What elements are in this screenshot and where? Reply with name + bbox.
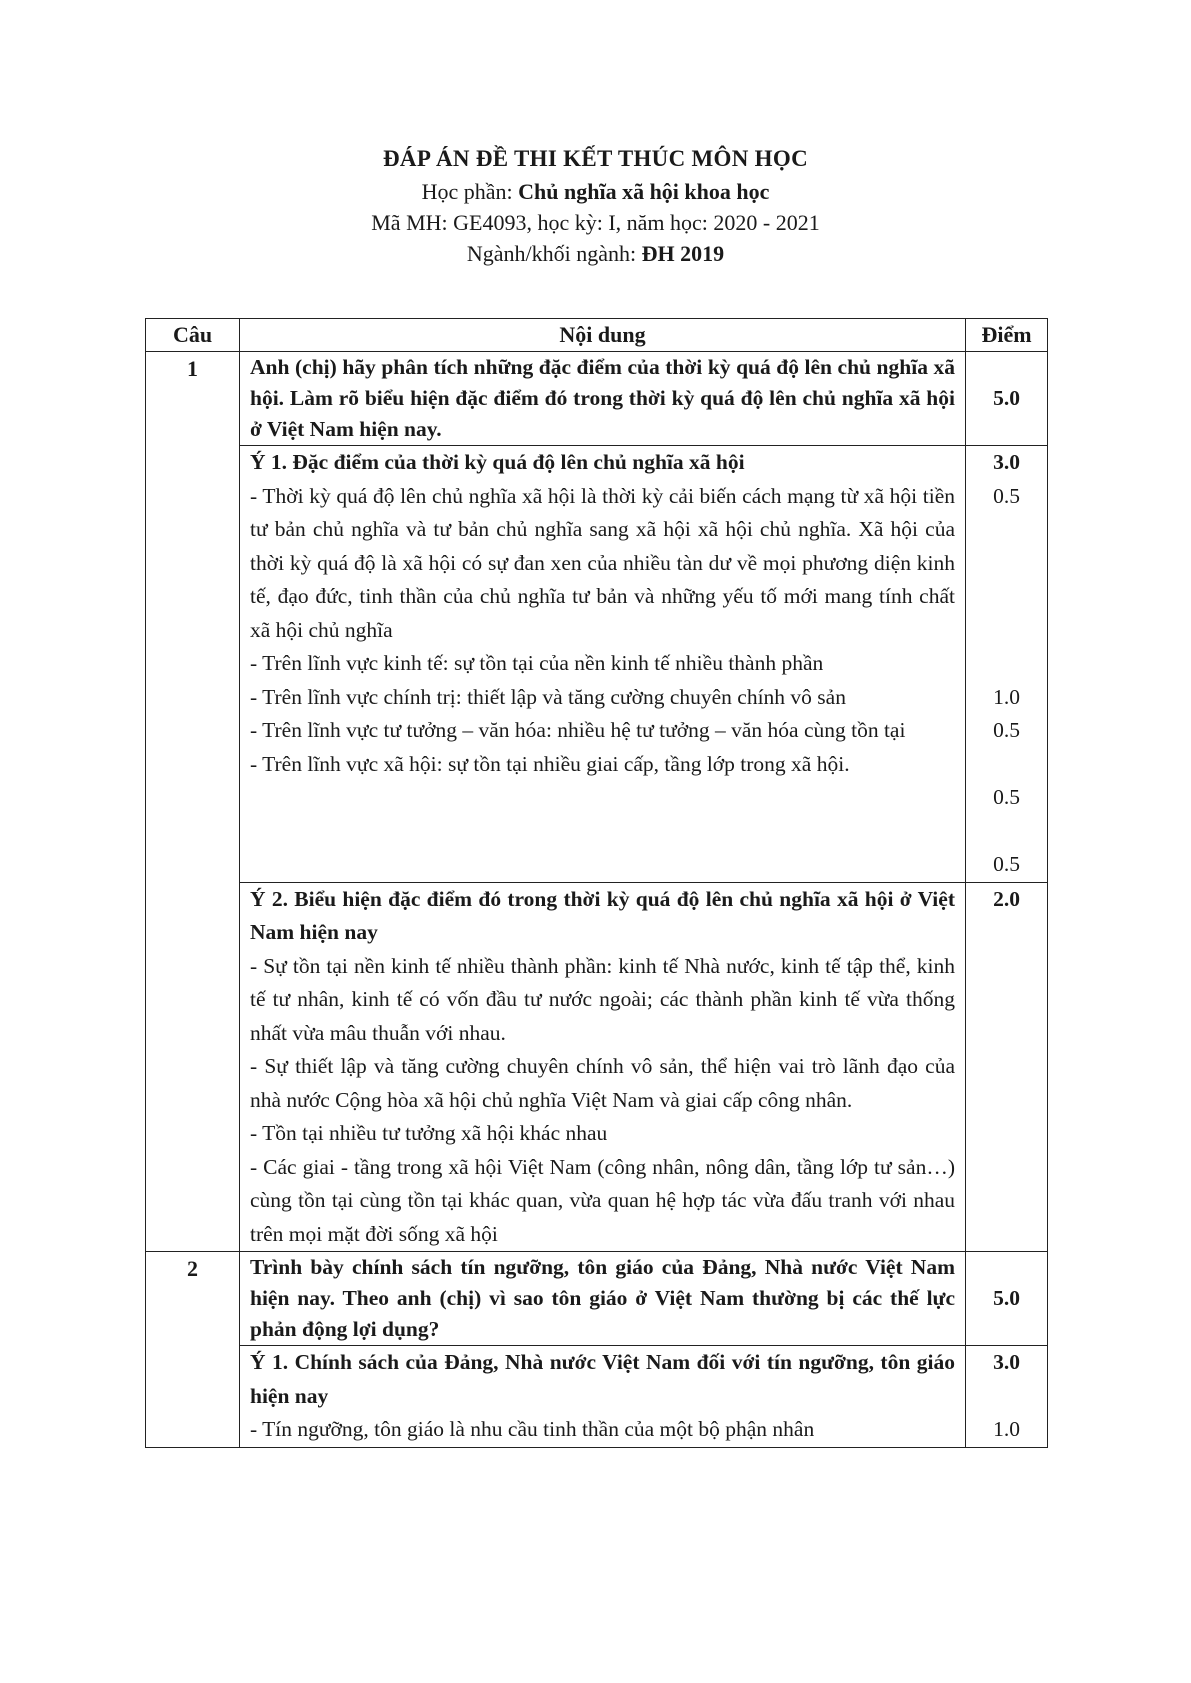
- q1-y1-item: - Trên lĩnh vực kinh tế: sự tồn tại của nền kinh tế nhiều thành phần: [250, 651, 824, 675]
- q2-question-score: 5.0: [966, 1252, 1048, 1346]
- q1-question-score: 5.0: [966, 352, 1048, 446]
- q1-y1-item: - Trên lĩnh vực chính trị: thiết lập và tăng cường chuyên chính vô sản: [250, 684, 846, 709]
- q1-question-text: Anh (chị) hãy phân tích những đặc điểm của thời kỳ quá độ lên chủ nghĩa xã hội. Làm rõ biểu hiện đặc điểm đó trong thời kỳ quá độ lên chủ nghĩa xã hội ở Việt Nam hiện nay.: [240, 352, 966, 446]
- major-value: ĐH 2019: [641, 241, 725, 266]
- q1-y2-item: - Sự tồn tại nền kinh tế nhiều thành phần: kinh tế Nhà nước, kinh tế tập thể, kinh tế tư nhân, kinh tế có vốn đầu tư nước ngoài; các thành phần kinh tế vừa thống nhất vừa mâu thuẫn với nhau.: [250, 953, 955, 1045]
- q1-y1-item: - Trên lĩnh vực xã hội: sự tồn tại nhiều giai cấp, tầng lớp trong xã hội.: [250, 751, 850, 776]
- q1-y2-item: - Tồn tại nhiều tư tưởng xã hội khác nhau: [250, 1121, 608, 1145]
- course-name: Chủ nghĩa xã hội khoa học: [518, 179, 770, 204]
- q2-question-text: Trình bày chính sách tín ngưỡng, tôn giáo của Đảng, Nhà nước Việt Nam hiện nay. Theo anh (chị) vì sao tôn giáo ở Việt Nam thường bị các thế lực phản động lợi dụng?: [240, 1252, 966, 1346]
- q2-y1-row: [146, 1346, 1048, 1448]
- document-header: [0, 142, 1191, 269]
- q1-y1-item: - Trên lĩnh vực tư tưởng – văn hóa: nhiều hệ tư tưởng – văn hóa cùng tồn tại: [250, 718, 906, 742]
- q1-y1-title: Ý 1. Đặc điểm của thời kỳ quá độ lên chủ nghĩa xã hội: [250, 450, 745, 474]
- document-title: ĐÁP ÁN ĐỀ THI KẾT THÚC MÔN HỌC: [383, 146, 808, 171]
- q1-y2-content: [240, 882, 966, 1252]
- q1-y1-score: 3.0: [993, 450, 1020, 474]
- major-line: [0, 238, 1191, 269]
- q1-y1-content: [240, 446, 966, 883]
- q1-y2-title: Ý 2. Biểu hiện đặc điểm đó trong thời kỳ quá độ lên chủ nghĩa xã hội ở Việt Nam hiện nay: [250, 886, 955, 944]
- q2-y1-title: Ý 1. Chính sách của Đảng, Nhà nước Việt Nam đối với tín ngưỡng, tôn giáo hiện nay: [250, 1350, 955, 1408]
- q1-y1-item-score: 1.0: [993, 684, 1020, 709]
- header-content: Nội dung: [240, 319, 966, 352]
- q1-question-row: [146, 352, 1048, 446]
- q2-y1-score: 3.0: [993, 1350, 1020, 1374]
- q1-y1-item-score: 0.5: [993, 483, 1020, 508]
- table-header-row: [146, 319, 1048, 352]
- major-prefix: Ngành/khối ngành:: [466, 241, 642, 266]
- q1-number: 1: [146, 352, 240, 1252]
- q1-y1-item-score: 0.5: [993, 718, 1020, 742]
- q1-y2-scores: [966, 882, 1048, 1252]
- header-score: Điểm: [966, 319, 1048, 352]
- q1-y1-item-score: 0.5: [993, 785, 1020, 809]
- q1-y2-item: - Các giai - tầng trong xã hội Việt Nam (công nhân, nông dân, tầng lớp tư sản…) cùng tồn tại cùng tồn tại khác quan, vừa quan hệ hợp tác vừa đấu tranh với nhau trên mọi mặt đời sống xã hội: [250, 1154, 955, 1246]
- q2-y1-content: [240, 1346, 966, 1448]
- q2-y1-item-score: 1.0: [993, 1417, 1020, 1441]
- q2-y1-scores: [966, 1346, 1048, 1448]
- q1-y2-score: 2.0: [993, 886, 1020, 911]
- q1-y1-scores: [966, 446, 1048, 883]
- q2-y1-item: - Tín ngưỡng, tôn giáo là nhu cầu tinh thần của một bộ phận nhân: [250, 1417, 815, 1441]
- q1-y1-item: - Thời kỳ quá độ lên chủ nghĩa xã hội là thời kỳ cải biến cách mạng từ xã hội tiền tư bản chủ nghĩa và tư bản chủ nghĩa sang xã hội xã hội chủ nghĩa. Xã hội của thời kỳ quá độ là xã hội có sự đan xen của nhiều tàn dư về mọi phương diện kinh tế, đạo đức, tinh thần của chủ nghĩa tư bản và những yếu tố mới mang tính chất xã hội chủ nghĩa: [250, 483, 955, 642]
- answer-table: [145, 318, 1048, 1448]
- q1-y1-row: [146, 446, 1048, 883]
- course-code-line: Mã MH: GE4093, học kỳ: I, năm học: 2020 - 2021: [371, 210, 820, 235]
- course-line: [0, 176, 1191, 207]
- q2-number: 2: [146, 1252, 240, 1448]
- q1-y1-item-score: 0.5: [993, 852, 1020, 876]
- course-prefix: Học phần:: [421, 179, 519, 204]
- q1-y2-row: [146, 882, 1048, 1252]
- header-question-number: Câu: [146, 319, 240, 352]
- q1-y2-item: - Sự thiết lập và tăng cường chuyên chính vô sản, thể hiện vai trò lãnh đạo của nhà nước Cộng hòa xã hội chủ nghĩa Việt Nam và giai cấp công nhân.: [250, 1054, 955, 1112]
- q2-question-row: [146, 1252, 1048, 1346]
